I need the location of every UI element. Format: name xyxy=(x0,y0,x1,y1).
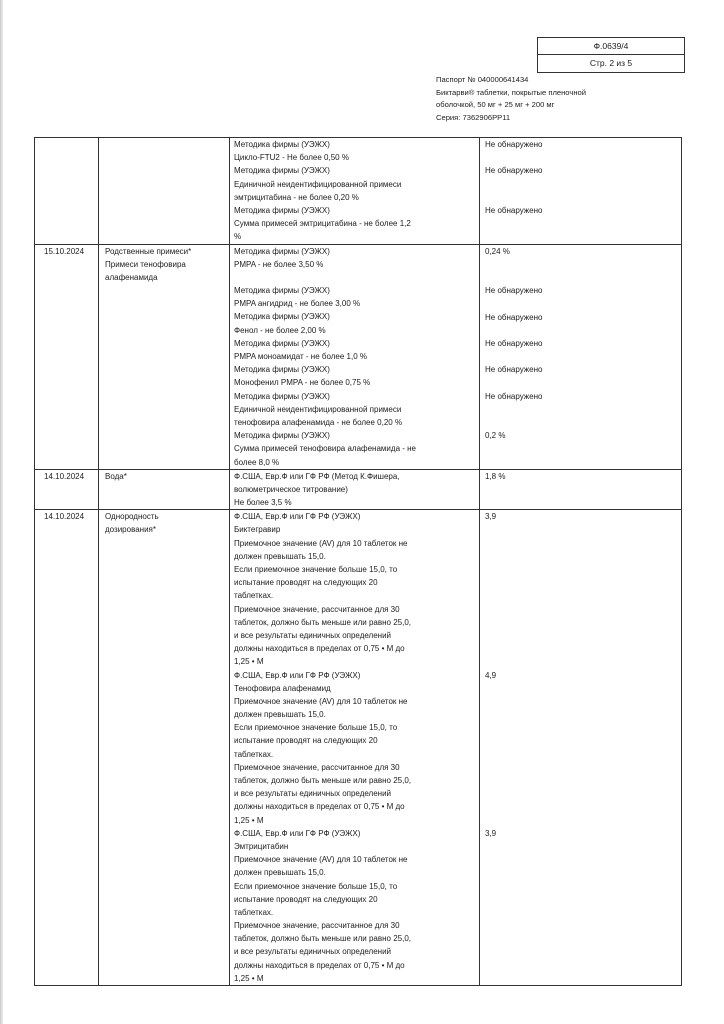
method-line: Методика фирмы (УЭЖХ) xyxy=(234,286,330,296)
passport-header xyxy=(436,74,636,124)
product-name-line2: оболочкой, 50 мг + 25 мг + 200 мг xyxy=(436,100,555,109)
method-line: более 8,0 % xyxy=(234,457,280,467)
method-line: PMPA - не более 3,50 % xyxy=(234,259,324,269)
test-name-cell xyxy=(99,244,230,469)
table-row xyxy=(35,510,682,986)
result-value: Не обнаружено xyxy=(485,140,543,149)
result-value: Не обнаружено xyxy=(485,166,543,176)
method-line: должны находиться в пределах от 0,75 • М до xyxy=(234,802,405,812)
method-line: должен превышать 15,0. xyxy=(234,868,326,878)
test-date: 14.10.2024 xyxy=(44,512,85,522)
method-line: Приемочное значение (AV) для 10 таблеток не xyxy=(234,538,408,548)
method-line: Если приемочное значение больше 15,0, то xyxy=(234,565,398,574)
result-cell xyxy=(480,244,682,469)
page-number: Стр. 2 из 5 xyxy=(538,54,684,71)
method-line: Приемочное значение, рассчитанное для 30 xyxy=(234,921,400,931)
result-value: Не обнаружено xyxy=(485,338,543,348)
test-name-line: Однородность xyxy=(105,512,159,522)
method-line: должны находиться в пределах от 0,75 • М до xyxy=(234,644,405,654)
test-name-line: алафенамида xyxy=(105,272,158,282)
method-line: % xyxy=(234,232,242,242)
method-line: Ф.США, Евр.Ф или ГФ РФ (УЭЖХ) xyxy=(234,828,361,838)
method-line: таблетках. xyxy=(234,591,274,601)
page-edge xyxy=(0,0,3,1024)
date-cell xyxy=(35,138,99,245)
method-line: Методика фирмы (УЭЖХ) xyxy=(234,391,330,401)
method-line: таблеток, должно быть меньше или равно 25,0, xyxy=(234,617,411,627)
result-value: Не обнаружено xyxy=(485,206,543,215)
method-cell xyxy=(230,244,480,469)
method-line: Единичной неидентифицированной примеси xyxy=(234,179,402,189)
method-line: Методика фирмы (УЭЖХ) xyxy=(234,431,330,441)
method-line: PMPA ангидрид - не более 3,00 % xyxy=(234,299,361,309)
method-line: 1,25 • М xyxy=(234,973,264,983)
method-cell xyxy=(230,510,480,986)
result-value: 1,8 % xyxy=(485,471,506,481)
method-line: Сумма примесей тенофовира алафенамида - не xyxy=(234,444,416,454)
method-line: Методика фирмы (УЭЖХ) xyxy=(234,246,330,256)
method-line: Методика фирмы (УЭЖХ) xyxy=(234,140,330,149)
method-line: волюметрическое титрование) xyxy=(234,484,348,494)
method-line: должны находиться в пределах от 0,75 • М до xyxy=(234,960,405,970)
result-cell xyxy=(480,469,682,510)
result-value: Не обнаружено xyxy=(485,391,543,401)
method-line: Приемочное значение, рассчитанное для 30 xyxy=(234,604,400,614)
test-date: 15.10.2024 xyxy=(44,246,85,256)
test-name-line: Примеси тенофовира xyxy=(105,259,186,269)
method-line: и все результаты единичных определений xyxy=(234,630,392,640)
result-value: 0,24 % xyxy=(485,246,510,256)
result-cell xyxy=(480,510,682,986)
result-value: 4,9 xyxy=(485,670,497,680)
method-line: Методика фирмы (УЭЖХ) xyxy=(234,166,330,176)
test-date: 14.10.2024 xyxy=(44,471,85,481)
method-line: Методика фирмы (УЭЖХ) xyxy=(234,365,330,375)
method-line: должен превышать 15,0. xyxy=(234,710,326,720)
date-cell xyxy=(35,469,99,510)
method-line: должен превышать 15,0. xyxy=(234,551,326,561)
method-line xyxy=(234,271,476,284)
test-name-line: дозирования* xyxy=(105,525,157,535)
passport-number: Паспорт № 040000641434 xyxy=(436,75,529,84)
method-cell xyxy=(230,138,480,245)
test-name-line: Вода* xyxy=(105,471,127,481)
result-cell xyxy=(480,138,682,245)
method-line: Эмтрицитабин xyxy=(234,841,289,851)
method-line: эмтрицитабина - не более 0,20 % xyxy=(234,192,359,202)
results-table xyxy=(34,137,682,986)
series-number: Серия: 7362906PP11 xyxy=(436,112,511,122)
result-value: 3,9 xyxy=(485,512,497,522)
method-line: Если приемочное значение больше 15,0, то xyxy=(234,723,398,733)
method-line: Методика фирмы (УЭЖХ) xyxy=(234,205,330,215)
method-line: Приемочное значение (AV) для 10 таблеток не xyxy=(234,696,408,706)
method-line: Биктегравир xyxy=(234,525,281,535)
method-line: Методика фирмы (УЭЖХ) xyxy=(234,312,330,322)
method-line: Ф.США, Евр.Ф или ГФ РФ (УЭЖХ) xyxy=(234,512,361,522)
method-line: Если приемочное значение больше 15,0, то xyxy=(234,881,398,891)
method-line: Единичной неидентифицированной примеси xyxy=(234,404,402,414)
method-line: Фенол - не более 2,00 % xyxy=(234,325,326,335)
method-line: Не более 3,5 % xyxy=(234,498,292,508)
method-line: Сумма примесей эмтрицитабина - не более 1,2 xyxy=(234,219,411,229)
table-row xyxy=(35,138,682,245)
method-line: и все результаты единичных определений xyxy=(234,789,392,799)
result-value: Не обнаружено xyxy=(485,312,543,322)
method-line: Методика фирмы (УЭЖХ) xyxy=(234,338,330,348)
table-row xyxy=(35,244,682,469)
test-name-line: Родственные примеси* xyxy=(105,246,192,256)
method-line: таблеток, должно быть меньше или равно 25,0, xyxy=(234,934,411,944)
form-code-box xyxy=(537,37,685,73)
method-line: Цикло-FTU2 - Не более 0,50 % xyxy=(234,153,349,163)
form-code: Ф.0639/4 xyxy=(593,41,629,51)
result-value: Не обнаружено xyxy=(485,286,543,296)
method-line: тенофовира алафенамида - не более 0,20 % xyxy=(234,417,403,427)
method-line: Приемочное значение (AV) для 10 таблеток не xyxy=(234,855,408,865)
method-line: таблетках. xyxy=(234,907,274,917)
table-row xyxy=(35,469,682,510)
result-value: 3,9 xyxy=(485,829,497,839)
method-line: Монофенил PMPA - не более 0,75 % xyxy=(234,378,371,388)
date-cell xyxy=(35,510,99,986)
method-line: PMPA моноамидат - не более 1,0 % xyxy=(234,352,367,361)
test-name-cell xyxy=(99,469,230,510)
method-line: Ф.США, Евр.Ф или ГФ РФ (Метод К.Фишера, xyxy=(234,471,400,481)
method-line: таблетках. xyxy=(234,749,274,759)
product-name-line1: Биктарви® таблетки, покрытые пленочной xyxy=(436,87,586,97)
test-name-cell xyxy=(99,510,230,986)
method-line: испытание проводят на следующих 20 xyxy=(234,736,378,746)
method-line: Ф.США, Евр.Ф или ГФ РФ (УЭЖХ) xyxy=(234,670,361,680)
test-name-cell xyxy=(99,138,230,245)
method-line: 1,25 • М xyxy=(234,657,264,667)
method-line: таблеток, должно быть меньше или равно 25,0, xyxy=(234,776,411,785)
method-line: и все результаты единичных определений xyxy=(234,947,392,957)
method-line: 1,25 • М xyxy=(234,815,264,825)
result-value: Не обнаружено xyxy=(485,365,543,375)
method-cell xyxy=(230,469,480,510)
method-line: Приемочное значение, рассчитанное для 30 xyxy=(234,762,400,772)
method-line: Тенофовира алафенамид xyxy=(234,683,331,693)
date-cell xyxy=(35,244,99,469)
method-line: испытание проводят на следующих 20 xyxy=(234,578,378,588)
result-value: 0,2 % xyxy=(485,431,506,441)
method-line: испытание проводят на следующих 20 xyxy=(234,894,378,904)
